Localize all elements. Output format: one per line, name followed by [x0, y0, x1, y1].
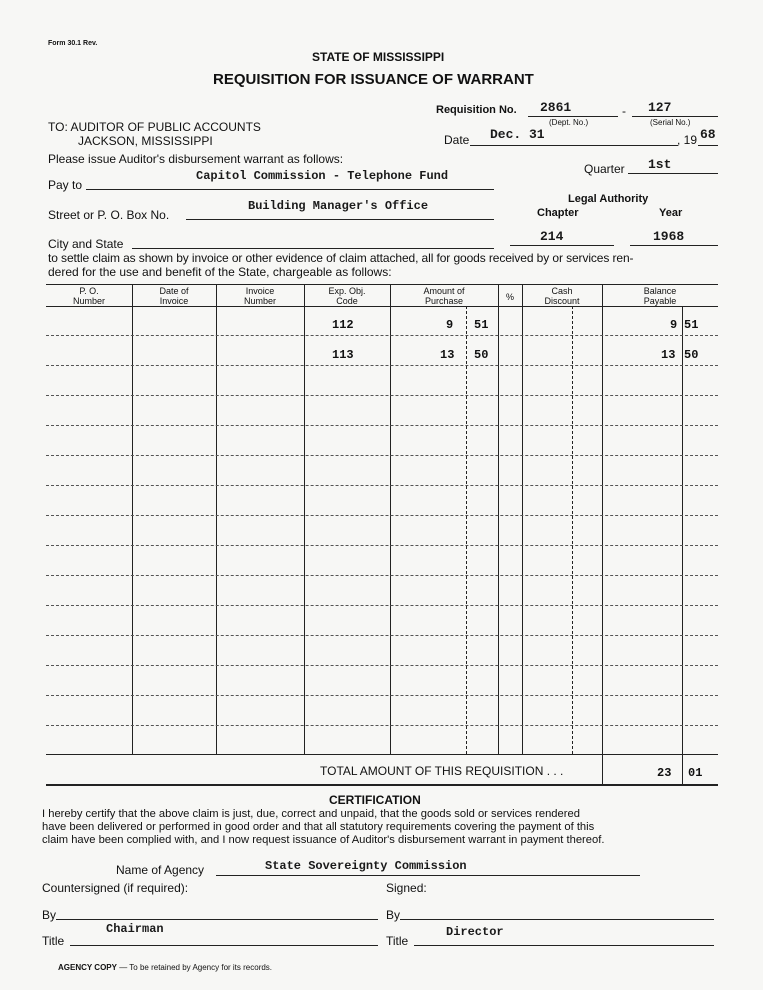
total-label: TOTAL AMOUNT OF THIS REQUISITION . . . — [320, 764, 564, 778]
header-amount-of-purchase: Amount of Purchase — [423, 286, 465, 306]
settle-text-line-2: dered for the use and benefit of the State, chargeable as follows: — [48, 265, 392, 279]
pay-to-label: Pay to — [48, 178, 83, 192]
legal-authority-heading: Legal Authority — [568, 193, 649, 205]
settle-text-line-1: to settle claim as shown by invoice or other evidence of claim attached, all for goods received by or services ren- — [48, 251, 634, 265]
row-1-amount-cents: 51 — [474, 318, 489, 332]
right-title-label: Title — [386, 934, 409, 948]
row-2-amount-dollars: 13 — [440, 348, 455, 362]
legal-year-label: Year — [659, 207, 683, 219]
agency-value: State Sovereignty Commission — [265, 859, 467, 873]
right-by-label: By — [386, 908, 401, 922]
date-value: Dec. 31 — [490, 127, 545, 142]
right-title-value: Director — [446, 925, 504, 939]
footer-text: — To be retained by Agency for its records. — [116, 963, 273, 972]
serial-no-label: (Serial No.) — [650, 118, 691, 127]
requisition-dash: - — [622, 104, 626, 118]
header-date-of-invoice: Date of Invoice — [159, 286, 189, 306]
dept-number: 2861 — [540, 100, 572, 115]
total-cents: 01 — [688, 766, 703, 780]
signed-label: Signed: — [386, 881, 427, 895]
quarter-label: Quarter — [584, 162, 625, 176]
certification-line-3: claim have been complied with, and I now request issuance of Auditor's disbursement warrant in payment thereof. — [42, 834, 605, 846]
to-line-2: JACKSON, MISSISSIPPI — [78, 134, 213, 148]
certification-line-2: have been delivered or performed in good order and that all statutory requirements covering the payment of this — [42, 821, 595, 833]
city-label: City and State — [48, 237, 124, 251]
left-by-label: By — [42, 908, 57, 922]
header-percent: % — [505, 292, 514, 302]
header-balance-payable: Balance Payable — [643, 286, 677, 306]
total-dollars: 23 — [657, 766, 672, 780]
quarter-value: 1st — [648, 157, 672, 172]
form-title: REQUISITION FOR ISSUANCE OF WARRANT — [213, 71, 534, 88]
footer-note — [58, 963, 272, 972]
legal-year-value: 1968 — [653, 229, 685, 244]
header-po-number: P. O. Number — [72, 286, 105, 306]
instruction-text: Please issue Auditor's disbursement warrant as follows: — [48, 152, 344, 166]
footer-agency-copy: AGENCY COPY — [58, 963, 117, 972]
requisition-label: Requisition No. — [436, 104, 517, 116]
chapter-value: 214 — [540, 229, 564, 244]
date-label: Date — [444, 133, 470, 147]
left-title-label: Title — [42, 934, 65, 948]
certification-heading: CERTIFICATION — [329, 793, 421, 807]
certification-line-1: I hereby certify that the above claim is just, due, correct and unpaid, that the goods sold or services rendered — [42, 808, 580, 820]
to-line-1: TO: AUDITOR OF PUBLIC ACCOUNTS — [48, 120, 261, 134]
row-1-amount-dollars: 9 — [446, 318, 454, 332]
year-value: 68 — [700, 127, 716, 142]
pay-to-value: Capitol Commission - Telephone Fund — [196, 169, 449, 183]
row-1-balance-cents: 51 — [684, 318, 699, 332]
agency-label: Name of Agency — [116, 863, 205, 877]
state-heading: STATE OF MISSISSIPPI — [312, 50, 445, 64]
header-invoice-number: Invoice Number — [243, 286, 276, 306]
row-2-amount-cents: 50 — [474, 348, 489, 362]
chapter-label: Chapter — [537, 207, 579, 219]
header-exp-obj-code: Exp. Obj. Code — [328, 286, 366, 306]
serial-number: 127 — [648, 100, 672, 115]
row-1-balance-dollars: 9 — [670, 318, 678, 332]
countersigned-label: Countersigned (if required): — [42, 881, 189, 895]
street-value: Building Manager's Office — [248, 199, 429, 213]
row-2-balance-cents: 50 — [684, 348, 699, 362]
dept-no-label: (Dept. No.) — [549, 118, 589, 127]
form-number: Form 30.1 Rev. — [48, 40, 98, 47]
claims-table — [46, 284, 718, 784]
left-title-value: Chairman — [106, 922, 164, 936]
street-label: Street or P. O. Box No. — [48, 208, 170, 222]
year-prefix: , 19 — [677, 133, 698, 147]
header-cash-discount: Cash Discount — [544, 286, 580, 306]
row-2-balance-dollars: 13 — [661, 348, 676, 362]
row-1-exp-code: 112 — [332, 318, 354, 332]
row-2-exp-code: 113 — [332, 348, 354, 362]
